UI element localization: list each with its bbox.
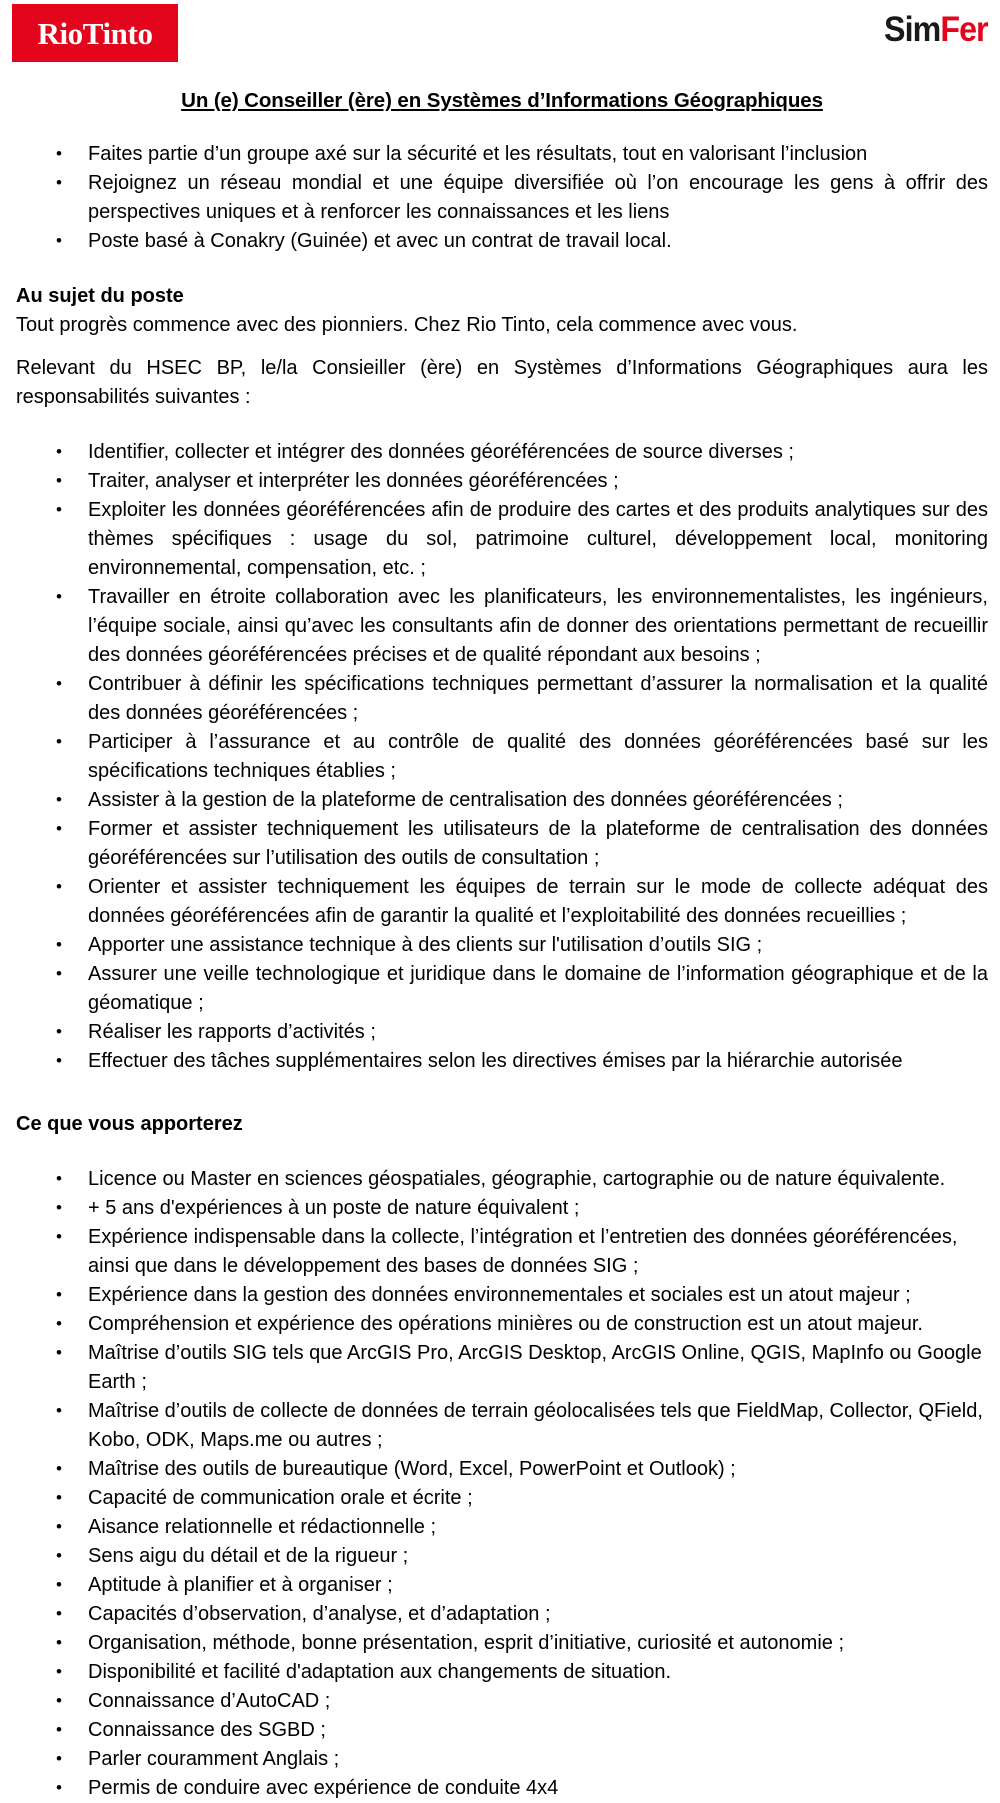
spacer xyxy=(0,1076,1000,1110)
list-item: • Exploiter les données géoréférencées afin de produire des cartes et des produits analytiques sur des thèmes spécifiques : usage du sol, patrimoine culturel, développement local, monitoring environnemental, compensation, etc. ; xyxy=(16,496,988,583)
list-item: • Traiter, analyser et interpréter les données géoréférencées ; xyxy=(16,467,988,496)
list-item: • Maîtrise d’outils de collecte de données de terrain géolocalisées tels que FieldMap, Collector, QField, Kobo, ODK, Maps.me ou autres ; xyxy=(16,1397,988,1455)
list-item: • Connaissance d’AutoCAD ; xyxy=(16,1687,988,1716)
list-item: • Capacités d’observation, d’analyse, et d’adaptation ; xyxy=(16,1600,988,1629)
list-item: • Permis de conduire avec expérience de conduite 4x4 xyxy=(16,1774,988,1803)
simfer-logo-text-fer: Fer xyxy=(940,10,988,49)
list-item: • Compréhension et expérience des opérations minières ou de construction est un atout majeur. xyxy=(16,1310,988,1339)
simfer-logo-text-sim: Sim xyxy=(884,10,941,49)
list-item: • Expérience indispensable dans la collecte, l’intégration et l’entretien des données géoréférencées, ainsi que dans le développement des bases de données SIG ; xyxy=(16,1223,988,1281)
list-item: • Capacité de communication orale et écrite ; xyxy=(16,1484,988,1513)
list-item: • Contribuer à définir les spécifications techniques permettant d’assurer la normalisation et la qualité des données géoréférencées ; xyxy=(16,670,988,728)
spacer xyxy=(0,1139,1000,1165)
riotinto-logo-text: RioTinto xyxy=(37,15,153,51)
spacer xyxy=(0,256,1000,282)
list-item: • + 5 ans d'expériences à un poste de nature équivalent ; xyxy=(16,1194,988,1223)
about-paragraph: Tout progrès commence avec des pionniers. Chez Rio Tinto, cela commence avec vous. xyxy=(16,313,798,336)
offer-section xyxy=(0,1110,1000,1139)
document-header xyxy=(0,0,1000,72)
list-item: • Aptitude à planifier et à organiser ; xyxy=(16,1571,988,1600)
responsibilities-lead-in: Relevant du HSEC BP, le/la Consieiller (ère) en Systèmes d’Informations Géographiques aura les responsabilités suivantes : xyxy=(16,356,988,408)
about-section xyxy=(0,282,1000,412)
list-item: • Expérience dans la gestion des données environnementales et sociales est un atout majeur ; xyxy=(16,1281,988,1310)
list-item: • Assurer une veille technologique et juridique dans le domaine de l’information géographique et de la géomatique ; xyxy=(16,960,988,1018)
qualifications-bullet-list xyxy=(16,1165,988,1803)
list-item: • Réaliser les rapports d’activités ; xyxy=(16,1018,988,1047)
riotinto-logo xyxy=(12,4,178,62)
list-item: • Maîtrise d’outils SIG tels que ArcGIS Pro, ArcGIS Desktop, ArcGIS Online, QGIS, MapInfo ou Google Earth ; xyxy=(16,1339,988,1397)
spacer xyxy=(0,412,1000,438)
page-title: Un (e) Conseiller (ère) en Systèmes d’Informations Géographiques xyxy=(181,89,823,112)
list-item: • Organisation, méthode, bonne présentation, esprit d’initiative, curiosité et autonomie ; xyxy=(16,1629,988,1658)
list-item: • Maîtrise des outils de bureautique (Word, Excel, PowerPoint et Outlook) ; xyxy=(16,1455,988,1484)
list-item: • Former et assister techniquement les utilisateurs de la plateforme de centralisation des données géoréférencées sur l’utilisation des outils de consultation ; xyxy=(16,815,988,873)
intro-section xyxy=(0,140,1000,256)
responsibilities-section xyxy=(0,438,1000,1076)
spacer xyxy=(16,340,988,354)
list-item: • Rejoignez un réseau mondial et une équipe diversifiée où l’on encourage les gens à offrir des perspectives uniques et à renforcer les connaissances et les liens xyxy=(16,169,988,227)
list-item: • Sens aigu du détail et de la rigueur ; xyxy=(16,1542,988,1571)
list-item: • Aisance relationnelle et rédactionnelle ; xyxy=(16,1513,988,1542)
list-item: • Apporter une assistance technique à des clients sur l'utilisation d’outils SIG ; xyxy=(16,931,988,960)
list-item: • Orienter et assister techniquement les équipes de terrain sur le mode de collecte adéquat des données géoréférencées afin de garantir la qualité et l’exploitabilité des données recueillies ; xyxy=(16,873,988,931)
list-item: • Licence ou Master en sciences géospatiales, géographie, cartographie ou de nature équivalente. xyxy=(16,1165,988,1194)
list-item: • Travailler en étroite collaboration avec les planificateurs, les environnementalistes, les ingénieurs, l’équipe sociale, ainsi qu’avec les consultants afin de donner des orientations permettant de recueillir des données géoréférencées précises et de qualité répondant aux besoins ; xyxy=(16,583,988,670)
list-item: • Connaissance des SGBD ; xyxy=(16,1716,988,1745)
list-item: • Faites partie d’un groupe axé sur la sécurité et les résultats, tout en valorisant l’inclusion xyxy=(16,140,988,169)
responsibilities-bullet-list xyxy=(16,438,988,1076)
list-item: • Parler couramment Anglais ; xyxy=(16,1745,988,1774)
list-item: • Disponibilité et facilité d'adaptation aux changements de situation. xyxy=(16,1658,988,1687)
list-item: • Assister à la gestion de la plateforme de centralisation des données géoréférencées ; xyxy=(16,786,988,815)
about-heading: Au sujet du poste xyxy=(16,284,184,307)
list-item: • Identifier, collecter et intégrer des données géoréférencées de source diverses ; xyxy=(16,438,988,467)
qualifications-section xyxy=(0,1165,1000,1803)
list-item: • Poste basé à Conakry (Guinée) et avec un contrat de travail local. xyxy=(16,227,988,256)
list-item: • Participer à l’assurance et au contrôle de qualité des données géoréférencées basé sur les spécifications techniques établies ; xyxy=(16,728,988,786)
list-item: • Effectuer des tâches supplémentaires selon les directives émises par la hiérarchie autorisée xyxy=(16,1047,988,1076)
intro-bullet-list xyxy=(16,140,988,256)
spacer xyxy=(0,114,1000,140)
simfer-logo xyxy=(884,12,988,47)
offer-heading: Ce que vous apporterez xyxy=(16,1112,243,1135)
